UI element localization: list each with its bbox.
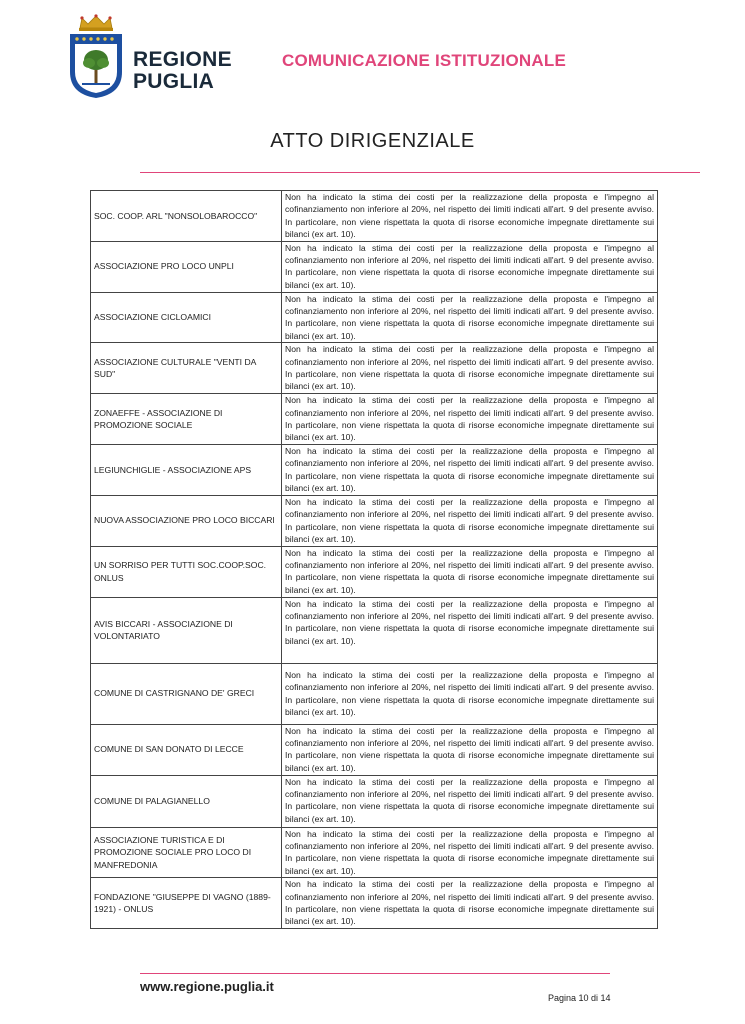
page-number: Pagina 10 di 14 [548,993,611,1003]
exclusion-reason: Non ha indicato la stima dei costi per la realizzazione della proposta e l'impegno al cofinanziamento non inferiore al 20%, nel rispetto dei limiti indicati all'art. 9 del presente avviso. In particolare, non viene rispettata la quota di risorse economiche impegnate direttamente sui bilanci (ex art. 10). [282,724,658,775]
exclusion-reason: Non ha indicato la stima dei costi per la realizzazione della proposta e l'impegno al cofinanziamento non inferiore al 20%, nel rispetto dei limiti indicati all'art. 9 del presente avviso. In particolare, non viene rispettata la quota di risorse economiche impegnate direttamente sui bilanci (ex art. 10). [282,241,658,292]
exclusion-reason: Non ha indicato la stima dei costi per la realizzazione della proposta e l'impegno al cofinanziamento non inferiore al 20%, nel rispetto dei limiti indicati all'art. 9 del presente avviso. In particolare, non viene rispettata la quota di risorse economiche impegnate direttamente sui bilanci (ex art. 10). [282,343,658,394]
exclusion-reason: Non ha indicato la stima dei costi per la realizzazione della proposta e l'impegno al cofinanziamento non inferiore al 20%, nel rispetto dei limiti indicati all'art. 9 del presente avviso. In particolare, non viene rispettata la quota di risorse economiche impegnate direttamente sui bilanci (ex art. 10). [282,495,658,546]
applicant-name: ASSOCIAZIONE CICLOAMICI [91,292,282,343]
exclusion-reason: Non ha indicato la stima dei costi per la realizzazione della proposta e l'impegno al cofinanziamento non inferiore al 20%, nel rispetto dei limiti indicati all'art. 9 del presente avviso. In particolare, non viene rispettata la quota di risorse economiche impegnate direttamente sui bilanci (ex art. 10). [282,191,658,242]
exclusion-reason: Non ha indicato la stima dei costi per la realizzazione della proposta e l'impegno al cofinanziamento non inferiore al 20%, nel rispetto dei limiti indicati all'art. 9 del presente avviso. In particolare, non viene rispettata la quota di risorse economiche impegnate direttamente sui bilanci (ex art. 10). [282,878,658,929]
table-row [91,343,658,394]
table-row [91,191,658,242]
exclusion-reason: Non ha indicato la stima dei costi per la realizzazione della proposta e l'impegno al cofinanziamento non inferiore al 20%, nel rispetto dei limiti indicati all'art. 9 del presente avviso. In particolare, non viene rispettata la quota di risorse economiche impegnate direttamente sui bilanci (ex art. 10). [282,663,658,724]
table-row [91,597,658,663]
exclusions-table [90,190,658,929]
table-row [91,878,658,929]
exclusion-reason: Non ha indicato la stima dei costi per la realizzazione della proposta e l'impegno al cofinanziamento non inferiore al 20%, nel rispetto dei limiti indicati all'art. 9 del presente avviso. In particolare, non viene rispettata la quota di risorse economiche impegnate direttamente sui bilanci (ex art. 10). [282,292,658,343]
table-row [91,444,658,495]
applicant-name: AVIS BICCARI - ASSOCIAZIONE DI VOLONTARIATO [91,597,282,663]
table-row [91,241,658,292]
table-row [91,724,658,775]
exclusion-reason: Non ha indicato la stima dei costi per la realizzazione della proposta e l'impegno al cofinanziamento non inferiore al 20%, nel rispetto dei limiti indicati all'art. 9 del presente avviso. In particolare, non viene rispettata la quota di risorse economiche impegnate direttamente sui bilanci (ex art. 10). [282,444,658,495]
applicant-name: COMUNE DI SAN DONATO DI LECCE [91,724,282,775]
applicant-name: ASSOCIAZIONE CULTURALE "VENTI DA SUD" [91,343,282,394]
document-title: ATTO DIRIGENZIALE [270,130,475,152]
communication-title: COMUNICAZIONE ISTITUZIONALE [282,51,566,70]
page-header [0,0,745,110]
table-row [91,292,658,343]
applicant-name: UN SORRISO PER TUTTI SOC.COOP.SOC. ONLUS [91,546,282,597]
applicant-name: FONDAZIONE "GIUSEPPE DI VAGNO (1889-1921) - ONLUS [91,878,282,929]
applicant-name: ASSOCIAZIONE PRO LOCO UNPLI [91,241,282,292]
logo-line-regione: REGIONE [133,48,232,71]
website-link[interactable]: www.regione.puglia.it [140,979,274,994]
applicant-name: ASSOCIAZIONE TURISTICA E DI PROMOZIONE SOCIALE PRO LOCO DI MANFREDONIA [91,827,282,878]
exclusion-reason: Non ha indicato la stima dei costi per la realizzazione della proposta e l'impegno al cofinanziamento non inferiore al 20%, nel rispetto dei limiti indicati all'art. 9 del presente avviso. In particolare, non viene rispettata la quota di risorse economiche impegnate direttamente sui bilanci (ex art. 10). [282,827,658,878]
logo-line-puglia: PUGLIA [133,70,215,93]
exclusion-reason: Non ha indicato la stima dei costi per la realizzazione della proposta e l'impegno al cofinanziamento non inferiore al 20%, nel rispetto dei limiti indicati all'art. 9 del presente avviso. In particolare, non viene rispettata la quota di risorse economiche impegnate direttamente sui bilanci (ex art. 10). [282,546,658,597]
table-row [91,394,658,445]
exclusion-reason: Non ha indicato la stima dei costi per la realizzazione della proposta e l'impegno al cofinanziamento non inferiore al 20%, nel rispetto dei limiti indicati all'art. 9 del presente avviso. In particolare, non viene rispettata la quota di risorse economiche impegnate direttamente sui bilanci (ex art. 10). [282,597,658,663]
regione-puglia-emblem-icon [68,14,124,100]
table-row [91,827,658,878]
footer-divider [140,973,610,974]
applicant-name: NUOVA ASSOCIAZIONE PRO LOCO BICCARI [91,495,282,546]
exclusion-reason: Non ha indicato la stima dei costi per la realizzazione della proposta e l'impegno al cofinanziamento non inferiore al 20%, nel rispetto dei limiti indicati all'art. 9 del presente avviso. In particolare, non viene rispettata la quota di risorse economiche impegnate direttamente sui bilanci (ex art. 10). [282,394,658,445]
applicant-name: COMUNE DI CASTRIGNANO DE' GRECI [91,663,282,724]
header-divider [140,172,700,173]
table-row [91,775,658,827]
table-row [91,495,658,546]
table-row [91,546,658,597]
table-row [91,663,658,724]
logo-text [133,49,232,93]
applicant-name: ZONAEFFE - ASSOCIAZIONE DI PROMOZIONE SOCIALE [91,394,282,445]
applicant-name: COMUNE DI PALAGIANELLO [91,775,282,827]
applicant-name: LEGIUNCHIGLIE - ASSOCIAZIONE APS [91,444,282,495]
applicant-name: SOC. COOP. ARL "NONSOLOBAROCCO" [91,191,282,242]
exclusion-reason: Non ha indicato la stima dei costi per la realizzazione della proposta e l'impegno al cofinanziamento non inferiore al 20%, nel rispetto dei limiti indicati all'art. 9 del presente avviso. In particolare, non viene rispettata la quota di risorse economiche impegnate direttamente sui bilanci (ex art. 10). [282,775,658,827]
